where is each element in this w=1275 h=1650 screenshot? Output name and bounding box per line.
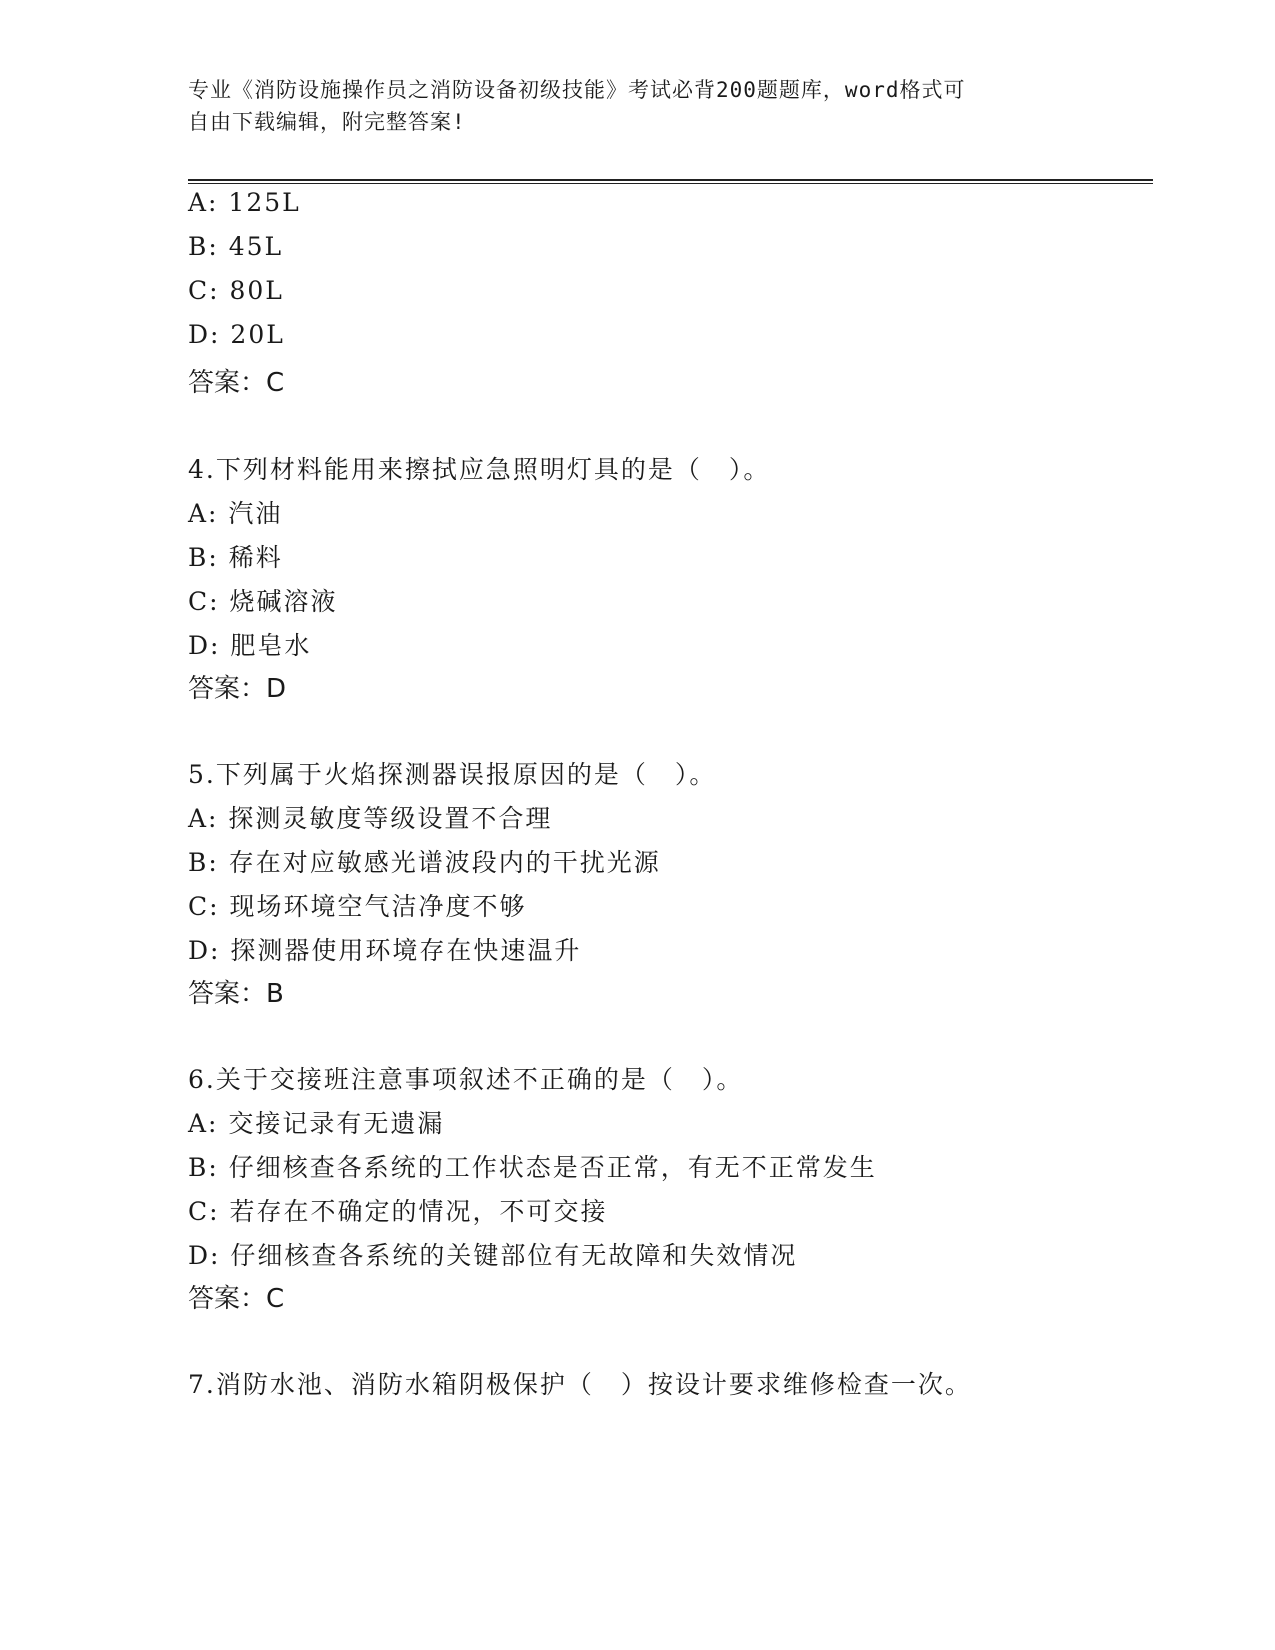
q4-option-b: B: 稀料 (188, 543, 283, 572)
q6-option-d: D: 仔细核查各系统的关键部位有无故障和失效情况 (188, 1241, 798, 1270)
q6-answer: 答案：C (188, 1284, 285, 1314)
q3-option-c: C: 80L (188, 276, 284, 305)
q7-question: 7.消防水池、消防水箱阴极保护（ ）按设计要求维修检查一次。 (188, 1370, 972, 1399)
q4-answer: 答案：D (188, 674, 287, 704)
q3-option-a: A: 125L (188, 188, 301, 217)
header-line-1: 专业《消防设施操作员之消防设备初级技能》考试必背200题题库，word格式可 (188, 78, 966, 102)
q5-option-d: D: 探测器使用环境存在快速温升 (188, 936, 582, 965)
q4-question: 4.下列材料能用来擦拭应急照明灯具的是（ ）。 (188, 455, 771, 484)
q4-option-c: C: 烧碱溶液 (188, 587, 338, 616)
q5-answer: 答案：B (188, 979, 284, 1009)
q6-option-a: A: 交接记录有无遗漏 (188, 1109, 445, 1138)
header-divider-thin (188, 183, 1153, 184)
q3-option-b: B: 45L (188, 232, 284, 261)
q6-question: 6.关于交接班注意事项叙述不正确的是（ ）。 (188, 1065, 744, 1094)
q4-option-d: D: 肥皂水 (188, 631, 312, 660)
q3-option-d: D: 20L (188, 320, 285, 349)
q5-option-a: A: 探测灵敏度等级设置不合理 (188, 804, 553, 833)
header-line-2: 自由下载编辑，附完整答案! (188, 110, 466, 134)
q4-option-a: A: 汽油 (188, 499, 283, 528)
q5-option-c: C: 现场环境空气洁净度不够 (188, 892, 527, 921)
q5-question: 5.下列属于火焰探测器误报原因的是（ ）。 (188, 760, 717, 789)
q6-option-b: B: 仔细核查各系统的工作状态是否正常，有无不正常发生 (188, 1153, 877, 1182)
header-divider-thick (188, 179, 1153, 181)
q3-answer: 答案：C (188, 368, 285, 398)
q6-option-c: C: 若存在不确定的情况，不可交接 (188, 1197, 608, 1226)
q5-option-b: B: 存在对应敏感光谱波段内的干扰光源 (188, 848, 661, 877)
document-header (188, 74, 1088, 138)
